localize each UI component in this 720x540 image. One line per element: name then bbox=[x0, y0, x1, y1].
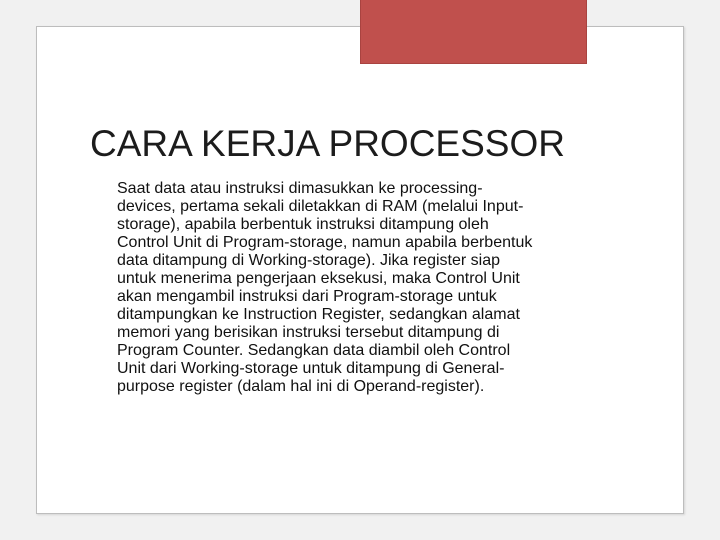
body-line: devices, pertama sekali diletakkan di RAM (melalui Input- bbox=[117, 198, 524, 215]
body-line: Unit dari Working-storage untuk ditampung di General- bbox=[117, 360, 505, 377]
body-line: ditampungkan ke Instruction Register, sedangkan alamat bbox=[117, 306, 520, 323]
body-line: Program Counter. Sedangkan data diambil oleh Control bbox=[117, 342, 511, 359]
slide-body-text bbox=[117, 180, 637, 396]
slide-title: CARA KERJA PROCESSOR bbox=[90, 123, 565, 164]
body-line: akan mengambil instruksi dari Program-storage untuk bbox=[117, 288, 497, 305]
body-line: Saat data atau instruksi dimasukkan ke processing- bbox=[117, 180, 483, 197]
body-line: memori yang berisikan instruksi tersebut ditampung di bbox=[117, 324, 500, 341]
body-line: untuk menerima pengerjaan eksekusi, maka Control Unit bbox=[117, 270, 520, 287]
accent-bar-border bbox=[360, 0, 587, 64]
body-line: purpose register (dalam hal ini di Operand-register). bbox=[117, 378, 485, 395]
body-line: storage), apabila berbentuk instruksi ditampung oleh bbox=[117, 216, 489, 233]
body-line: Control Unit di Program-storage, namun apabila berbentuk bbox=[117, 234, 533, 251]
body-line: data ditampung di Working-storage). Jika register siap bbox=[117, 252, 500, 269]
